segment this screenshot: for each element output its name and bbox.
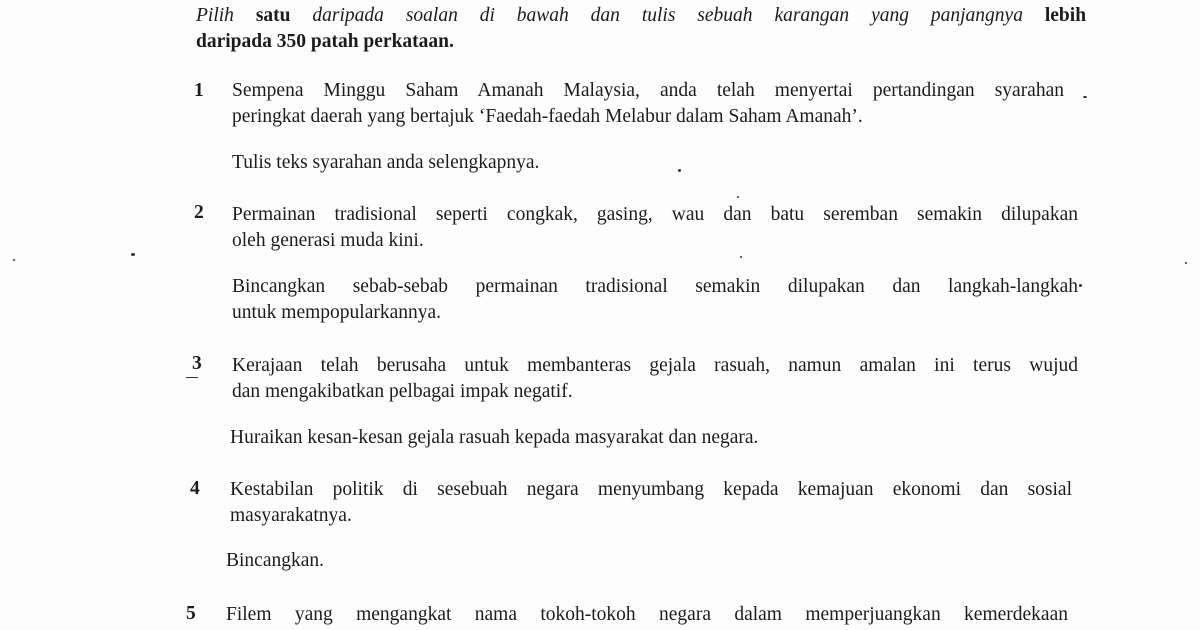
question-1-line-2: peringkat daerah yang bertajuk ‘Faedah-faedah Melabur dalam Saham Amanah’. [232,106,863,127]
instruction-word-satu: satu [255,5,291,26]
scan-speck [131,253,135,256]
question-4-text [230,477,1072,529]
question-5-text [226,602,1068,628]
question-2-number: 2 [194,202,204,223]
question-2-line-1: Permainan tradisional seperti congkak, gasing, wau dan batu seremban semakin dilupakan [232,204,1078,225]
question-1-task [232,150,1078,176]
question-4-task-line: Bincangkan. [226,550,325,571]
scan-speck [1083,96,1087,98]
scan-speck [678,169,681,172]
question-3-number: 3 [192,353,202,374]
question-4-number: 4 [190,478,200,499]
question-1-task-line: Tulis teks syarahan anda selengkapnya. [232,152,540,173]
question-2-text [232,202,1078,254]
question-3-text [232,353,1078,405]
question-2-task [232,274,1078,326]
question-1-text [232,78,1064,130]
question-3-task-line: Huraikan kesan-kesan gejala rasuah kepada masyarakat dan negara. [230,427,759,448]
question-2-task-line-1: Bincangkan sebab-sebab permainan tradisional semakin dilupakan dan langkah-langkah [232,276,1078,297]
question-3-line-1: Kerajaan telah berusaha untuk membanteras gejala rasuah, namun amalan ini terus wujud [232,355,1078,376]
question-1-line-1: Sempena Minggu Saham Amanah Malaysia, anda telah menyertai pertandingan syarahan [232,80,1064,101]
question-5-line-1: Filem yang mengangkat nama tokoh-tokoh negara dalam memperjuangkan kemerdekaan [226,604,1068,625]
question-4-task [226,548,1072,574]
instruction-middle: daripada soalan di bawah dan tulis sebuah karangan yang panjangnya [312,5,1023,26]
question-3-line-2: dan mengakibatkan pelbagai impak negatif. [232,381,573,402]
question-2-task-line-2: untuk mempopularkannya. [232,302,442,323]
scan-speck [13,259,15,261]
scan-speck [737,196,739,198]
question-1-number: 1 [194,80,204,101]
question-5-number: 5 [186,603,196,624]
question-2-line-2: oleh generasi muda kini. [232,230,424,251]
scan-speck [186,377,198,378]
question-3-task [230,425,1076,451]
scan-speck [740,256,742,258]
instruction-word-pilih: Pilih [196,5,234,26]
question-4-line-2: masyarakatnya. [230,505,352,526]
scan-speck [1185,262,1187,264]
question-4-line-1: Kestabilan politik di sesebuah negara menyumbang kepada kemajuan ekonomi dan sosial [230,479,1072,500]
instruction-word-count: daripada 350 patah perkataan. [196,31,454,52]
instruction-word-lebih: lebih [1044,5,1087,26]
instruction-text [196,3,1086,55]
scan-speck [1079,284,1082,287]
